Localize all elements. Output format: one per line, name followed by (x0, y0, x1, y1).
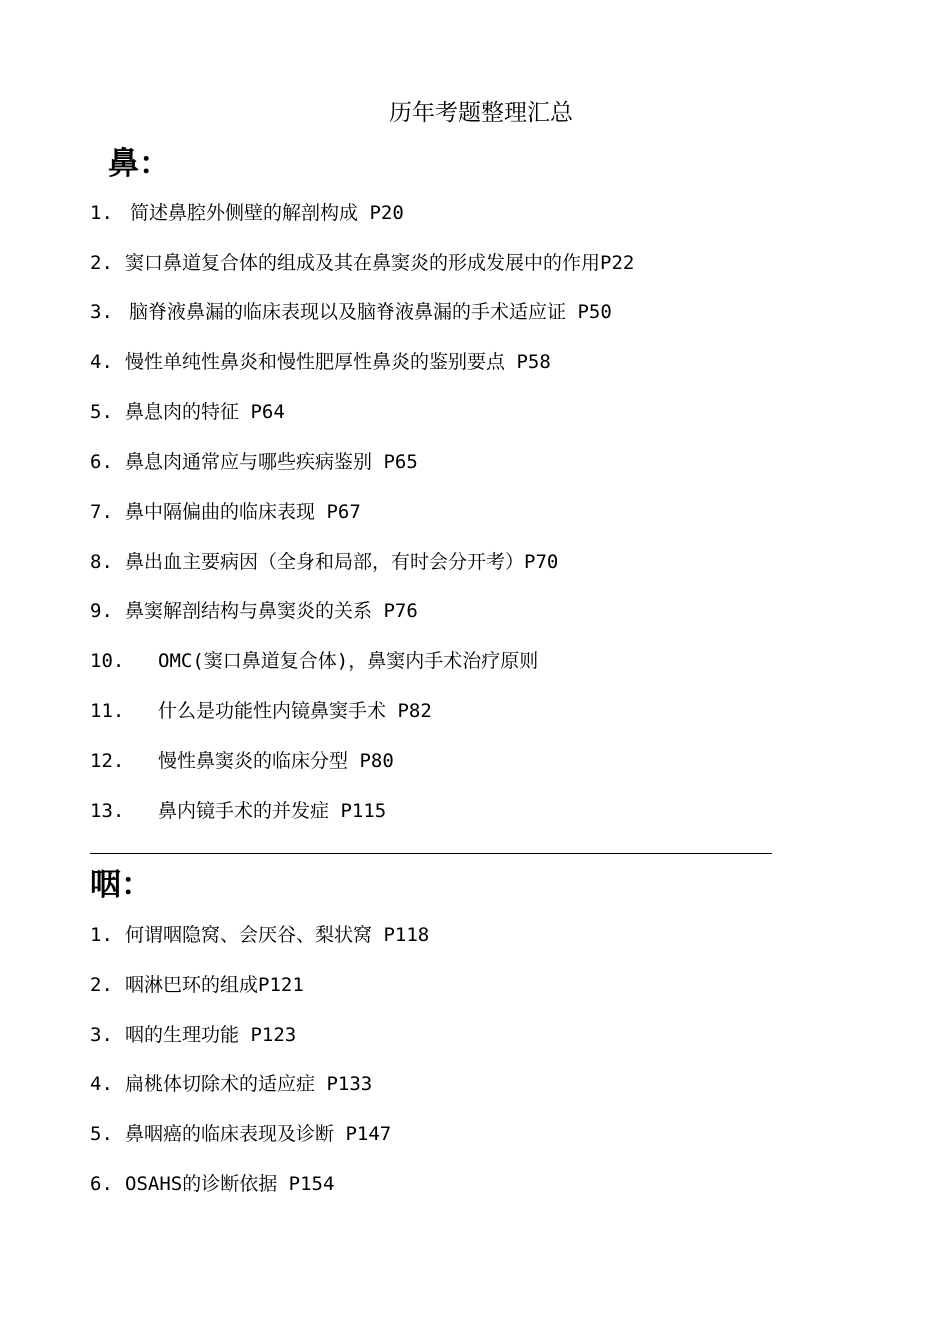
list-item (90, 970, 304, 1000)
list-item (90, 696, 432, 726)
item-text: 咽的生理功能 P123 (125, 1024, 297, 1046)
item-text: 脑脊液鼻漏的临床表现以及脑脊液鼻漏的手术适应证 P50 (129, 301, 612, 323)
item-text: 慢性鼻窦炎的临床分型 P80 (158, 750, 394, 772)
item-number: 6. (90, 1173, 113, 1195)
section-heading-nose: 鼻： (108, 146, 170, 182)
item-text: 什么是功能性内镜鼻窦手术 P82 (158, 700, 432, 722)
item-number: 8. (90, 551, 113, 573)
item-text: 鼻内镜手术的并发症 P115 (158, 800, 387, 822)
item-text: 鼻咽癌的临床表现及诊断 P147 (125, 1123, 392, 1145)
list-item (90, 746, 394, 776)
item-text: 窦口鼻道复合体的组成及其在鼻窦炎的形成发展中的作用P22 (125, 252, 635, 274)
item-number: 6. (90, 451, 113, 473)
item-number: 11. (90, 700, 125, 722)
item-text: 鼻中隔偏曲的临床表现 P67 (125, 501, 361, 523)
item-number: 4. (90, 1073, 113, 1095)
item-number: 5. (90, 401, 113, 423)
item-number: 12. (90, 750, 125, 772)
item-text: 简述鼻腔外侧壁的解剖构成 P20 (130, 202, 404, 224)
item-number: 7. (90, 501, 113, 523)
item-number: 5. (90, 1123, 113, 1145)
item-text: 鼻出血主要病因（全身和局部，有时会分开考）P70 (125, 551, 559, 573)
list-item (90, 248, 634, 278)
item-number: 1. (90, 924, 113, 946)
list-item (90, 1020, 296, 1050)
list-item (90, 347, 551, 377)
list-item (90, 447, 418, 477)
item-number: 4. (90, 351, 113, 373)
list-item (90, 1069, 372, 1099)
item-text: 鼻窦解剖结构与鼻窦炎的关系 P76 (125, 600, 418, 622)
item-number: 3. (90, 301, 113, 323)
section-heading-pharynx: 咽： (90, 867, 152, 903)
list-item (90, 920, 429, 950)
list-item (90, 596, 418, 626)
item-text: OSAHS的诊断依据 P154 (125, 1173, 335, 1195)
list-item (90, 796, 386, 826)
item-text: 咽淋巴环的组成P121 (125, 974, 304, 996)
item-number: 2. (90, 252, 113, 274)
item-text: 何谓咽隐窝、会厌谷、梨状窝 P118 (125, 924, 430, 946)
item-number: 1. (90, 202, 113, 224)
item-text: 鼻息肉的特征 P64 (125, 401, 285, 423)
item-number: 2. (90, 974, 113, 996)
page-title: 历年考题整理汇总 (389, 100, 573, 126)
item-text: 扁桃体切除术的适应症 P133 (125, 1073, 373, 1095)
section-divider (90, 853, 772, 854)
list-item (90, 547, 558, 577)
item-text: 鼻息肉通常应与哪些疾病鉴别 P65 (125, 451, 418, 473)
item-number: 10. (90, 650, 125, 672)
list-item (90, 1169, 334, 1199)
list-item (90, 497, 361, 527)
list-item (90, 397, 285, 427)
item-text: 慢性单纯性鼻炎和慢性肥厚性鼻炎的鉴别要点 P58 (125, 351, 551, 373)
list-item (90, 297, 612, 327)
item-text: OMC(窦口鼻道复合体)，鼻窦内手术治疗原则 (158, 650, 539, 672)
list-item (90, 646, 538, 676)
item-number: 9. (90, 600, 113, 622)
item-number: 3. (90, 1024, 113, 1046)
list-item (90, 1119, 391, 1149)
item-number: 13. (90, 800, 125, 822)
list-item (90, 198, 404, 228)
